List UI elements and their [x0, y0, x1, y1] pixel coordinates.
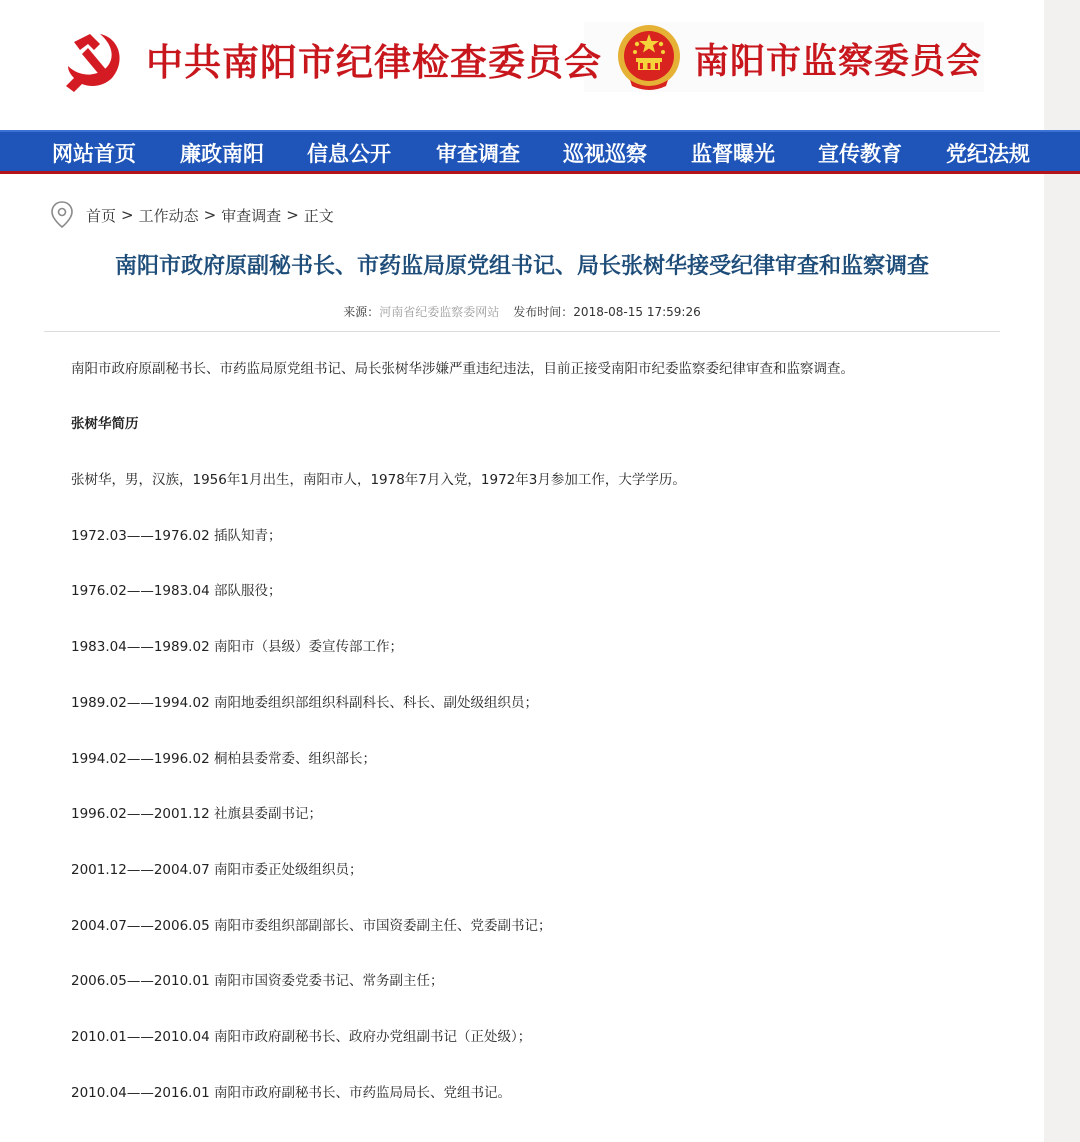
nav-review-investigation[interactable]: 审查调查 [436, 141, 520, 166]
resume-entry: 1989.02——1994.02 南阳地委组织部组织科副科长、科长、副处级组织员； [71, 695, 538, 711]
party-emblem-icon [60, 28, 128, 94]
nav-lianzheng-nanyang[interactable]: 廉政南阳 [180, 141, 264, 166]
national-emblem-icon [614, 22, 684, 94]
resume-entry: 2001.12——2004.07 南阳市委正处级组织员； [71, 862, 363, 878]
breadcrumb-separator: > [203, 206, 217, 224]
resume-entry: 1994.02——1996.02 桐柏县委常委、组织部长； [71, 751, 376, 767]
article-paragraph: 南阳市政府原副秘书长、市药监局原党组书记、局长张树华涉嫌严重违纪违法，目前正接受南阳市纪委监察委纪律审查和监察调查。 [71, 361, 854, 377]
resume-entry: 1976.02——1983.04 部队服役； [71, 583, 282, 599]
breadcrumb-current: 正文 [303, 206, 334, 225]
resume-entry: 2006.05——2010.01 南阳市国资委党委书记、常务副主任； [71, 973, 444, 989]
source-label: 来源： [343, 305, 380, 319]
site-title-supervision: 南阳市监察委员会 [694, 41, 983, 82]
publish-time: 2018-08-15 17:59:26 [573, 305, 701, 319]
location-pin-icon [48, 200, 76, 230]
resume-heading: 张树华简历 [71, 416, 139, 432]
nav-supervision-exposure[interactable]: 监督曝光 [691, 141, 775, 166]
resume-entry: 2010.04——2016.01 南阳市政府副秘书长、市药监局局长、党组书记。 [71, 1085, 511, 1101]
resume-entry: 1996.02——2001.12 社旗县委副书记； [71, 806, 322, 822]
breadcrumb-separator: > [286, 206, 299, 224]
resume-entry: 1972.03——1976.02 插队知青； [71, 528, 282, 544]
breadcrumb [48, 200, 334, 230]
main-nav [0, 130, 1080, 174]
nav-home[interactable]: 网站首页 [52, 141, 136, 166]
breadcrumb-home[interactable]: 首页 [86, 206, 117, 225]
resume-entry: 2010.01——2010.04 南阳市政府副秘书长、政府办党组副书记（正处级）； [71, 1029, 532, 1045]
breadcrumb-work-news[interactable]: 工作动态 [138, 206, 199, 225]
nav-info-disclosure[interactable]: 信息公开 [307, 141, 391, 166]
publish-label: 发布时间： [513, 305, 574, 319]
divider [44, 331, 1000, 332]
nav-publicity-education[interactable]: 宣传教育 [818, 141, 902, 166]
resume-entry: 1983.04——1989.02 南阳市（县级）委宣传部工作； [71, 639, 403, 655]
article-paragraph: 张树华，男，汉族，1956年1月出生，南阳市人，1978年7月入党，1972年3月参加工作，大学学历。 [71, 472, 686, 488]
article-title: 南阳市政府原副秘书长、市药监局原党组书记、局长张树华接受纪律审查和监察调查 [114, 254, 929, 279]
article-meta [0, 303, 1044, 320]
resume-entry: 2004.07——2006.05 南阳市委组织部副部长、市国资委副主任、党委副书记； [71, 918, 552, 934]
site-title-cpc: 中共南阳市纪律检查委员会 [146, 40, 602, 84]
nav-inspection[interactable]: 巡视巡察 [563, 141, 647, 166]
breadcrumb-review[interactable]: 审查调查 [221, 206, 282, 225]
nav-party-rules[interactable]: 党纪法规 [946, 141, 1030, 166]
site-header [0, 0, 1044, 130]
breadcrumb-separator: > [121, 206, 134, 224]
source-value[interactable]: 河南省纪委监察委网站 [379, 305, 500, 319]
